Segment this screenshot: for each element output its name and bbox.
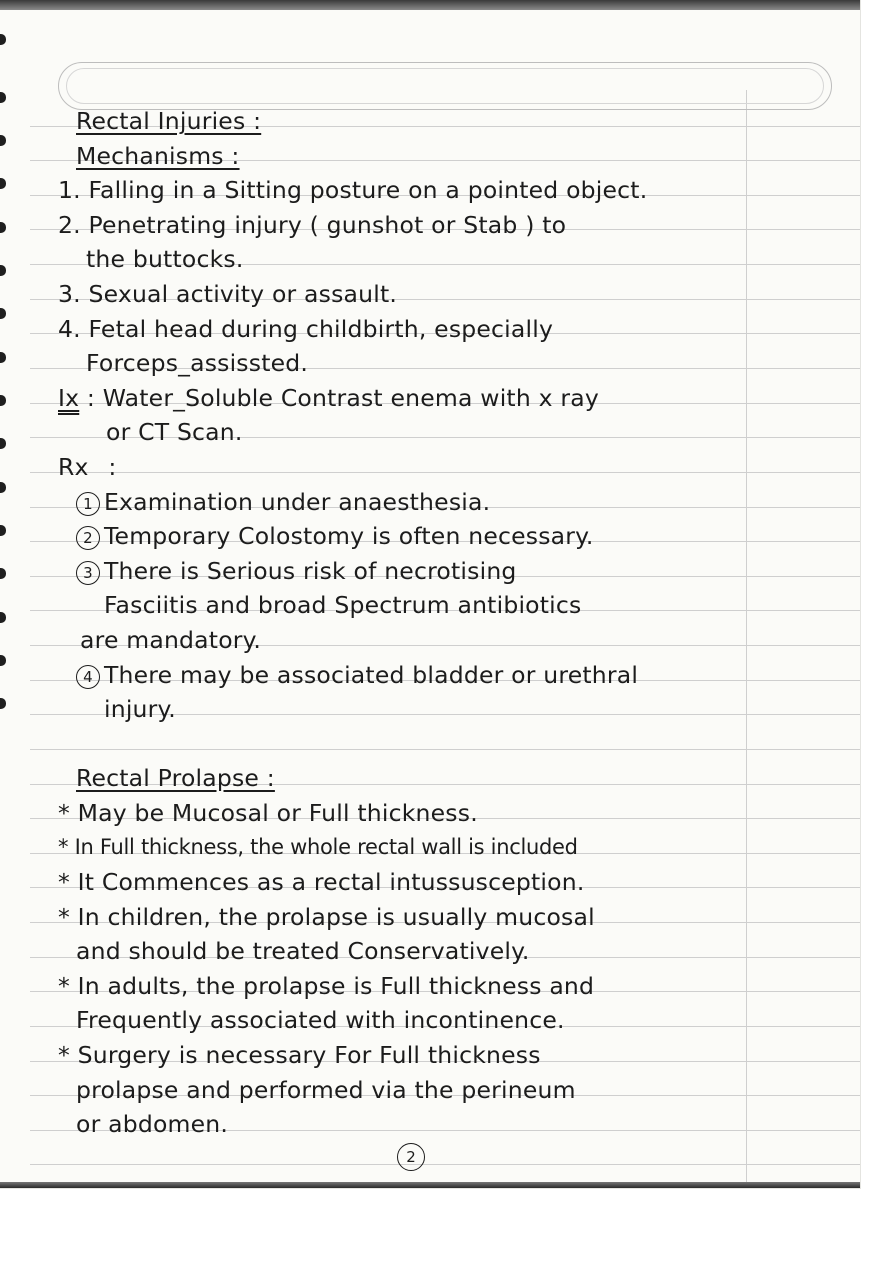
binder-hole bbox=[0, 395, 6, 406]
page-number: 2 bbox=[397, 1143, 425, 1171]
binder-hole bbox=[0, 222, 6, 233]
prolapse-heading bbox=[58, 761, 858, 796]
mechanisms-heading-text: Mechanisms : bbox=[76, 141, 240, 170]
mechanism-line: 2. Penetrating injury ( gunshot or Stab ) to bbox=[58, 210, 567, 239]
mechanism-line: 3. Sexual activity or assault. bbox=[58, 279, 398, 308]
scan-bottom-edge bbox=[0, 1182, 860, 1188]
blank-line bbox=[58, 727, 858, 762]
rx-item-cont: are mandatory. bbox=[80, 625, 262, 654]
injuries-heading-text: Rectal Injuries : bbox=[76, 107, 262, 135]
rx-item-number: 4 bbox=[76, 665, 100, 689]
prolapse-line: or abdomen. bbox=[76, 1110, 229, 1139]
header-banner-inner bbox=[66, 68, 824, 104]
ix-line bbox=[58, 381, 858, 416]
mechanisms-heading bbox=[58, 139, 858, 174]
mechanism-line: 1. Falling in a Sitting posture on a pointed object. bbox=[58, 176, 648, 205]
prolapse-line: and should be treated Conservatively. bbox=[76, 937, 530, 966]
rx-colon: : bbox=[108, 452, 117, 481]
binder-hole bbox=[0, 525, 6, 536]
scan-top-edge bbox=[0, 0, 860, 10]
prolapse-line: * In children, the prolapse is usually mucosal bbox=[58, 902, 595, 931]
prolapse-line: prolapse and performed via the perineum bbox=[76, 1075, 576, 1104]
rx-item bbox=[58, 485, 858, 520]
rx-item-number: 2 bbox=[76, 526, 100, 550]
notes-content bbox=[58, 104, 858, 1142]
prolapse-line: * In adults, the prolapse is Full thickness and bbox=[58, 971, 595, 1000]
binder-hole bbox=[0, 352, 6, 363]
binder-hole bbox=[0, 265, 6, 276]
rx-item-text: There may be associated bladder or urethral bbox=[104, 660, 639, 689]
mechanism-line: 4. Fetal head during childbirth, especially bbox=[58, 314, 554, 343]
ix-text: : Water_Soluble Contrast enema with x ray bbox=[86, 383, 599, 412]
rx-item-text: Examination under anaesthesia. bbox=[104, 487, 491, 516]
rx-item-text: Temporary Colostomy is often necessary. bbox=[104, 522, 594, 551]
binder-hole bbox=[0, 482, 6, 493]
mechanism-line: the buttocks. bbox=[86, 245, 244, 274]
rx-item-text: There is Serious risk of necrotising bbox=[104, 556, 517, 585]
prolapse-line: * It Commences as a rectal intussusception. bbox=[58, 868, 585, 897]
rx-item bbox=[58, 519, 858, 554]
ix-label: Ix bbox=[58, 383, 80, 412]
rx-item-cont: injury. bbox=[104, 695, 176, 724]
binder-hole bbox=[0, 612, 6, 623]
binder-hole bbox=[0, 568, 6, 579]
binder-hole bbox=[0, 135, 6, 146]
rx-label: Rx bbox=[58, 452, 89, 481]
injuries-heading bbox=[58, 104, 858, 139]
binder-hole bbox=[0, 92, 6, 103]
rx-line bbox=[58, 450, 858, 485]
binder-hole bbox=[0, 698, 6, 709]
prolapse-line: * May be Mucosal or Full thickness. bbox=[58, 798, 478, 827]
prolapse-line: Frequently associated with incontinence. bbox=[76, 1006, 565, 1035]
rx-item bbox=[58, 658, 858, 693]
binder-hole bbox=[0, 308, 6, 319]
rx-item-number: 3 bbox=[76, 561, 100, 585]
prolapse-line: * In Full thickness, the whole rectal wall is included bbox=[58, 835, 578, 860]
binder-hole bbox=[0, 655, 6, 666]
ix-line-cont: or CT Scan. bbox=[106, 418, 243, 447]
prolapse-line: * Surgery is necessary For Full thickness bbox=[58, 1041, 541, 1070]
binder-hole bbox=[0, 438, 6, 449]
prolapse-heading-text: Rectal Prolapse : bbox=[76, 764, 275, 793]
rx-item-number: 1 bbox=[76, 492, 100, 516]
mechanism-line: Forceps_assissted. bbox=[86, 349, 309, 378]
binder-hole bbox=[0, 178, 6, 189]
binder-hole bbox=[0, 34, 6, 45]
rx-item bbox=[58, 554, 858, 589]
ruled-line bbox=[30, 1164, 860, 1165]
rx-item-cont: Fasciitis and broad Spectrum antibiotics bbox=[104, 591, 582, 620]
